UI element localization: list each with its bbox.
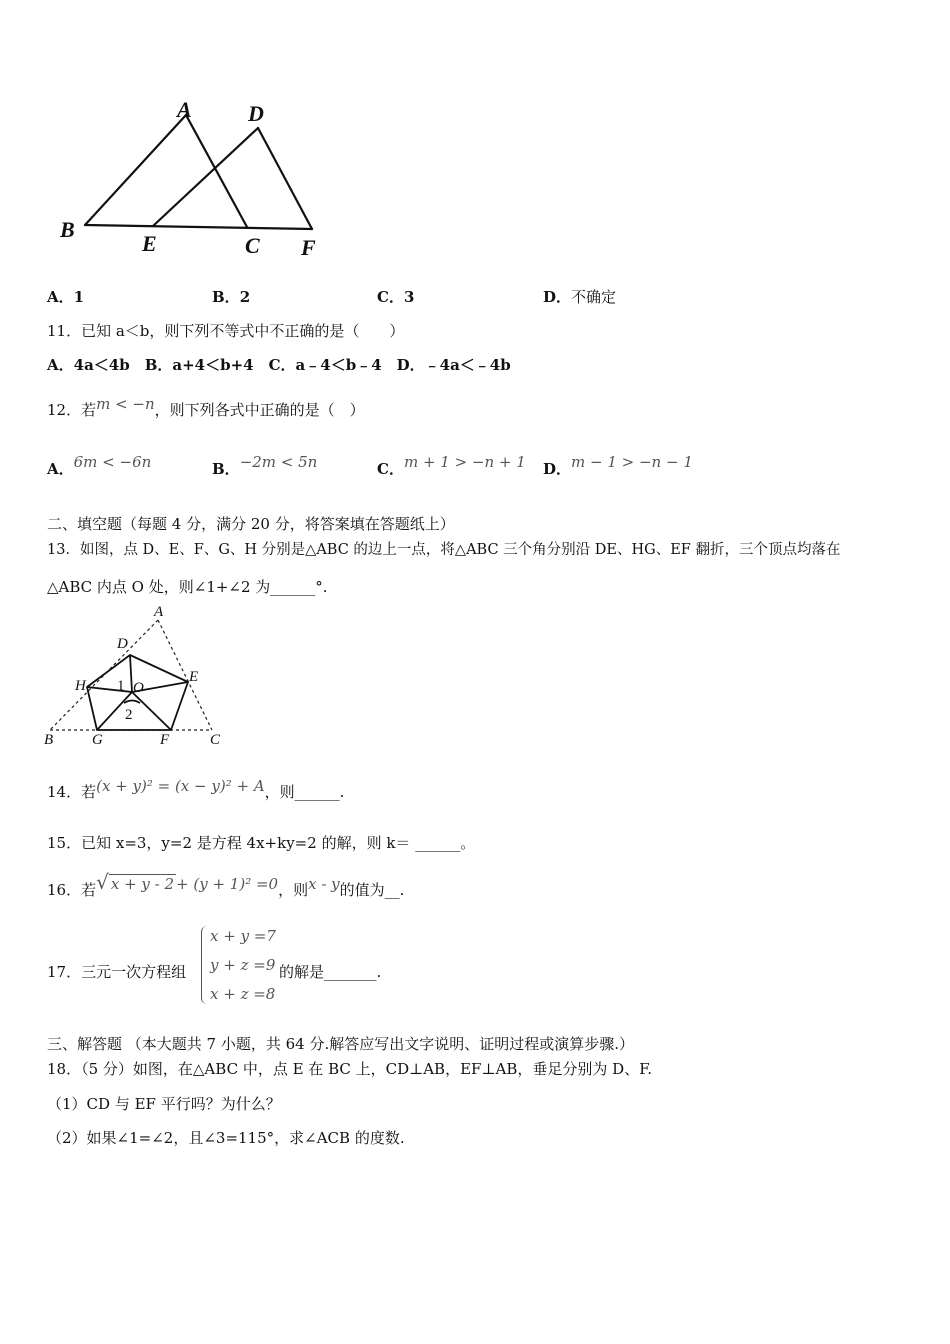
q12-condition: m < −n xyxy=(96,395,155,413)
q17-system-brace xyxy=(201,926,208,1004)
q10-option-b: B．2 xyxy=(212,288,251,306)
q10-option-d: D．不确定 xyxy=(543,288,617,306)
label-H: H xyxy=(75,678,86,694)
section2-heading: 二、填空题（每题 4 分，满分 20 分，将答案填在答题纸上） xyxy=(47,515,455,533)
q12-option-a: A．6m < −6n xyxy=(47,453,152,478)
q17-eq-1: x + y =7 xyxy=(210,927,276,945)
label-D: D xyxy=(248,101,264,126)
folded-triangle-figure xyxy=(40,600,240,750)
q17-suffix: 的解是_______. xyxy=(279,963,382,981)
label-F: F xyxy=(301,235,316,260)
label-E: E xyxy=(189,669,199,685)
q17-eq-3: x + z =8 xyxy=(210,985,276,1003)
q10-option-a: A．1 xyxy=(47,288,85,306)
q14-question: 14．若(x + y)² = (x − y)² + A，则______. xyxy=(47,777,345,801)
q13-line1: 13．如图，点 D、E、F、G、H 分别是△ABC 的边上一点，将△ABC 三个角分别沿 DE、HG、EF 翻折，三个顶点均落在 xyxy=(47,542,841,558)
q16-target-expr: x - y xyxy=(308,875,340,893)
section3-heading: 三、解答题 （本大题共 7 小题，共 64 分.解答应写出文字说明、证明过程或演算步骤.） xyxy=(47,1035,635,1053)
label-D: D xyxy=(117,636,128,652)
q15-question: 15．已知 x=3，y=2 是方程 4x+ky=2 的解，则 k＝ ______。 xyxy=(47,834,476,852)
label-B: B xyxy=(60,217,75,242)
label-C: C xyxy=(210,732,221,748)
label-C: C xyxy=(245,233,260,258)
label-E: E xyxy=(142,231,157,256)
q14-expr: (x + y)² = (x − y)² + A xyxy=(96,777,265,795)
q12-option-d: D．m − 1 > −n − 1 xyxy=(543,453,693,478)
label-A: A xyxy=(177,97,192,122)
q10-option-c: C．3 xyxy=(377,288,415,306)
q12-option-b: B．−2m < 5n xyxy=(212,453,318,478)
label-O: O xyxy=(133,680,144,696)
q13-line2: △ABC 内点 O 处，则∠1+∠2 为______°. xyxy=(47,578,328,596)
label-G: G xyxy=(92,732,103,748)
q18-part1: （1）CD 与 EF 平行吗？为什么？ xyxy=(47,1095,281,1113)
q18-question: 18．（5 分）如图，在△ABC 中，点 E 在 BC 上，CD⊥AB，EF⊥AB，垂足分别为 D、F. xyxy=(47,1060,653,1078)
q12-question: 12．若m < −n，则下列各式中正确的是（ ） xyxy=(47,395,365,419)
label-1: 1 xyxy=(117,678,125,694)
label-F: F xyxy=(160,732,170,748)
label-2: 2 xyxy=(125,707,133,723)
q17-eq-2: y + z =9 xyxy=(210,956,276,974)
triangles-figure xyxy=(50,95,340,265)
q16-root-expr: x + y - 2 xyxy=(110,875,175,893)
q17-prefix: 17．三元一次方程组 xyxy=(47,963,187,981)
q16-rest-expr: + (y + 1)² =0 xyxy=(176,875,279,893)
label-A: A xyxy=(154,604,164,620)
q12-option-c: C．m + 1 > −n + 1 xyxy=(377,453,526,478)
label-B: B xyxy=(44,732,54,748)
q16-question: 16．若√ x + y - 2 + (y + 1)² =0，则x - y的值为__. xyxy=(47,870,405,899)
q18-part2: （2）如果∠1=∠2，且∠3=115°，求∠ACB 的度数. xyxy=(47,1129,405,1147)
q11-options: A．4a＜4b B．a+4＜b+4 C．a﹣4＜b﹣4 D．﹣4a＜﹣4b xyxy=(47,356,511,374)
q11-question: 11．已知 a＜b，则下列不等式中不正确的是（ ） xyxy=(47,322,405,340)
